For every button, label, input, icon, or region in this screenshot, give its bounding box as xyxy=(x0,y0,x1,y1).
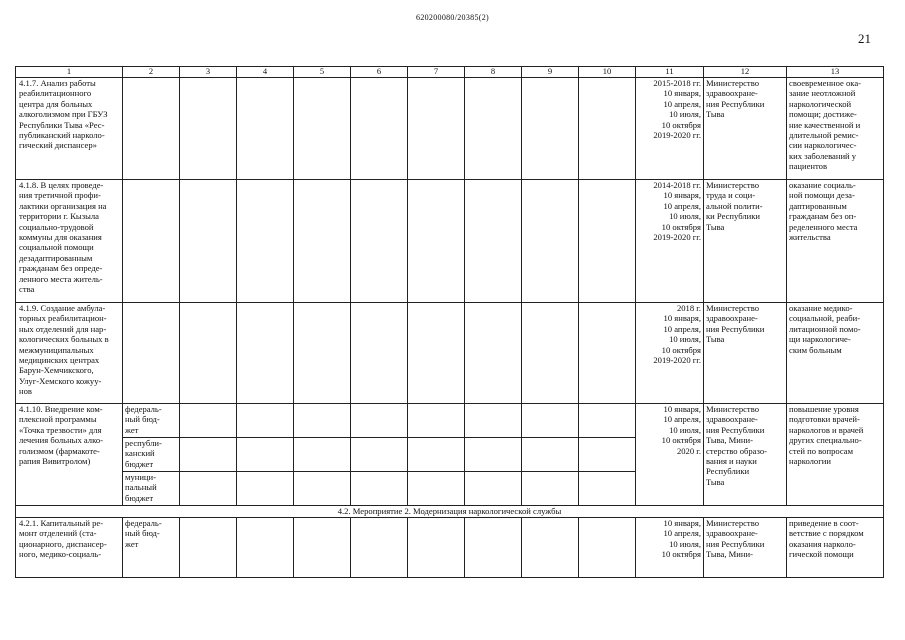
empty-cell xyxy=(180,472,237,506)
empty-cell xyxy=(294,438,351,472)
empty-cell xyxy=(408,180,465,303)
empty-cell xyxy=(351,438,408,472)
responsible-cell: Министерство здравоохране- ния Республики Тыва xyxy=(704,78,787,180)
empty-cell xyxy=(579,438,636,472)
empty-cell xyxy=(237,438,294,472)
responsible-cell: Министерство труда и соци- альной полити- ки Республики Тыва xyxy=(704,180,787,303)
activities-table xyxy=(15,66,884,578)
empty-cell xyxy=(294,303,351,404)
empty-cell xyxy=(579,303,636,404)
result-cell: своевременное ока- зание неотложной наркологической помощи; достиже- ние качественной и длительной ремис- сии наркологичес- ких заболеваний у пациентов xyxy=(787,78,884,180)
section-title: 4.2. Мероприятие 2. Модернизация наркологической службы xyxy=(16,506,884,518)
activity-cell: 4.1.7. Анализ работы реабилитационного центра для больных алкоголизмом при ГБУЗ Республики Тыва «Рес- публиканский нарколо- гический диспансер» xyxy=(16,78,123,180)
empty-cell xyxy=(351,303,408,404)
empty-cell xyxy=(465,180,522,303)
empty-cell xyxy=(465,404,522,438)
empty-cell xyxy=(180,438,237,472)
column-number: 5 xyxy=(294,67,351,78)
column-number: 7 xyxy=(408,67,465,78)
table-row xyxy=(16,518,884,578)
empty-cell xyxy=(522,438,579,472)
responsible-cell: Министерство здравоохране- ния Республики Тыва, Мини- xyxy=(704,518,787,578)
page-number: 21 xyxy=(858,31,871,46)
empty-cell xyxy=(465,472,522,506)
activity-cell: 4.2.1. Капитальный ре- монт отделений (ста- ционарного, диспансер- ного, медико-социаль- xyxy=(16,518,123,578)
empty-cell xyxy=(237,180,294,303)
deadline-cell: 10 января, 10 апреля, 10 июля, 10 октября xyxy=(636,518,704,578)
empty-cell xyxy=(465,518,522,578)
table-row xyxy=(16,404,884,438)
empty-cell xyxy=(408,303,465,404)
column-number: 11 xyxy=(636,67,704,78)
table-row xyxy=(16,303,884,404)
empty-cell xyxy=(294,404,351,438)
document-code: 620200080/20385(2) xyxy=(416,13,489,22)
empty-cell xyxy=(408,518,465,578)
empty-cell xyxy=(180,78,237,180)
empty-cell xyxy=(522,404,579,438)
empty-cell xyxy=(123,180,180,303)
empty-cell xyxy=(522,518,579,578)
empty-cell xyxy=(351,78,408,180)
result-cell: оказание медико- социальной, реаби- литационной помо- щи наркологиче- ским больным xyxy=(787,303,884,404)
deadline-cell: 2014-2018 гг. 10 января, 10 апреля, 10 июля, 10 октября 2019-2020 гг. xyxy=(636,180,704,303)
empty-cell xyxy=(408,404,465,438)
empty-cell xyxy=(294,180,351,303)
column-number: 10 xyxy=(579,67,636,78)
result-cell: приведение в соот- ветствие с порядком оказания нарколо- гической помощи xyxy=(787,518,884,578)
empty-cell xyxy=(522,472,579,506)
funding-source-cell: муници- пальный бюджет xyxy=(123,472,180,506)
empty-cell xyxy=(123,303,180,404)
funding-source-cell: республи- канский бюджет xyxy=(123,438,180,472)
empty-cell xyxy=(180,303,237,404)
empty-cell xyxy=(579,472,636,506)
empty-cell xyxy=(294,78,351,180)
empty-cell xyxy=(522,303,579,404)
empty-cell xyxy=(237,518,294,578)
empty-cell xyxy=(522,180,579,303)
empty-cell xyxy=(237,78,294,180)
column-number: 6 xyxy=(351,67,408,78)
empty-cell xyxy=(579,404,636,438)
result-cell: повышение уровня подготовки врачей- наркологов и врачей других специально- стей по вопросам наркологии xyxy=(787,404,884,506)
column-number: 3 xyxy=(180,67,237,78)
empty-cell xyxy=(351,472,408,506)
column-number: 1 xyxy=(16,67,123,78)
empty-cell xyxy=(408,472,465,506)
empty-cell xyxy=(294,472,351,506)
result-cell: оказание социаль- ной помощи деза- даптированным гражданам без оп- ределенного места жительства xyxy=(787,180,884,303)
responsible-cell: Министерство здравоохране- ния Республики Тыва xyxy=(704,303,787,404)
empty-cell xyxy=(579,518,636,578)
empty-cell xyxy=(351,404,408,438)
empty-cell xyxy=(123,78,180,180)
empty-cell xyxy=(408,78,465,180)
deadline-cell: 2015-2018 гг. 10 января, 10 апреля, 10 июля, 10 октября 2019-2020 гг. xyxy=(636,78,704,180)
empty-cell xyxy=(408,438,465,472)
activity-cell: 4.1.8. В целях проведе- ния третичной профи- лактики организация на территории г. Кызыла социально-трудовой коммуны для оказания социальной помощи дезадаптированным гражданам без опреде- ленного места житель- ства xyxy=(16,180,123,303)
empty-cell xyxy=(180,180,237,303)
deadline-cell: 2018 г. 10 января, 10 апреля, 10 июля, 10 октября 2019-2020 гг. xyxy=(636,303,704,404)
empty-cell xyxy=(351,518,408,578)
activity-cell: 4.1.10. Внедрение ком- плексной программы «Точка трезвости» для лечения больных алко- голизмом (фармакоте- рапия Вивитролом) xyxy=(16,404,123,506)
funding-source-cell: федераль- ный бюд- жет xyxy=(123,518,180,578)
empty-cell xyxy=(237,472,294,506)
deadline-cell: 10 января, 10 апреля, 10 июля, 10 октября 2020 г. xyxy=(636,404,704,506)
empty-cell xyxy=(465,438,522,472)
empty-cell xyxy=(237,303,294,404)
empty-cell xyxy=(237,404,294,438)
column-number: 9 xyxy=(522,67,579,78)
column-number-row xyxy=(16,67,884,78)
empty-cell xyxy=(465,303,522,404)
empty-cell xyxy=(522,78,579,180)
activity-cell: 4.1.9. Создание амбула- торных реабилитацион- ных отделений для нар- кологических больных в межмуниципальных медицинских центрах Барун-Хемчикского, Улуг-Хемского кожуу- нов xyxy=(16,303,123,404)
empty-cell xyxy=(294,518,351,578)
table-row xyxy=(16,78,884,180)
column-number: 13 xyxy=(787,67,884,78)
empty-cell xyxy=(351,180,408,303)
empty-cell xyxy=(180,404,237,438)
funding-source-cell: федераль- ный бюд- жет xyxy=(123,404,180,438)
column-number: 8 xyxy=(465,67,522,78)
column-number: 12 xyxy=(704,67,787,78)
empty-cell xyxy=(579,180,636,303)
column-number: 2 xyxy=(123,67,180,78)
table-row xyxy=(16,180,884,303)
empty-cell xyxy=(180,518,237,578)
column-number: 4 xyxy=(237,67,294,78)
section-row xyxy=(16,506,884,518)
empty-cell xyxy=(579,78,636,180)
empty-cell xyxy=(465,78,522,180)
responsible-cell: Министерство здравоохране- ния Республики Тыва, Мини- стерство образо- вания и науки Республики Тыва xyxy=(704,404,787,506)
